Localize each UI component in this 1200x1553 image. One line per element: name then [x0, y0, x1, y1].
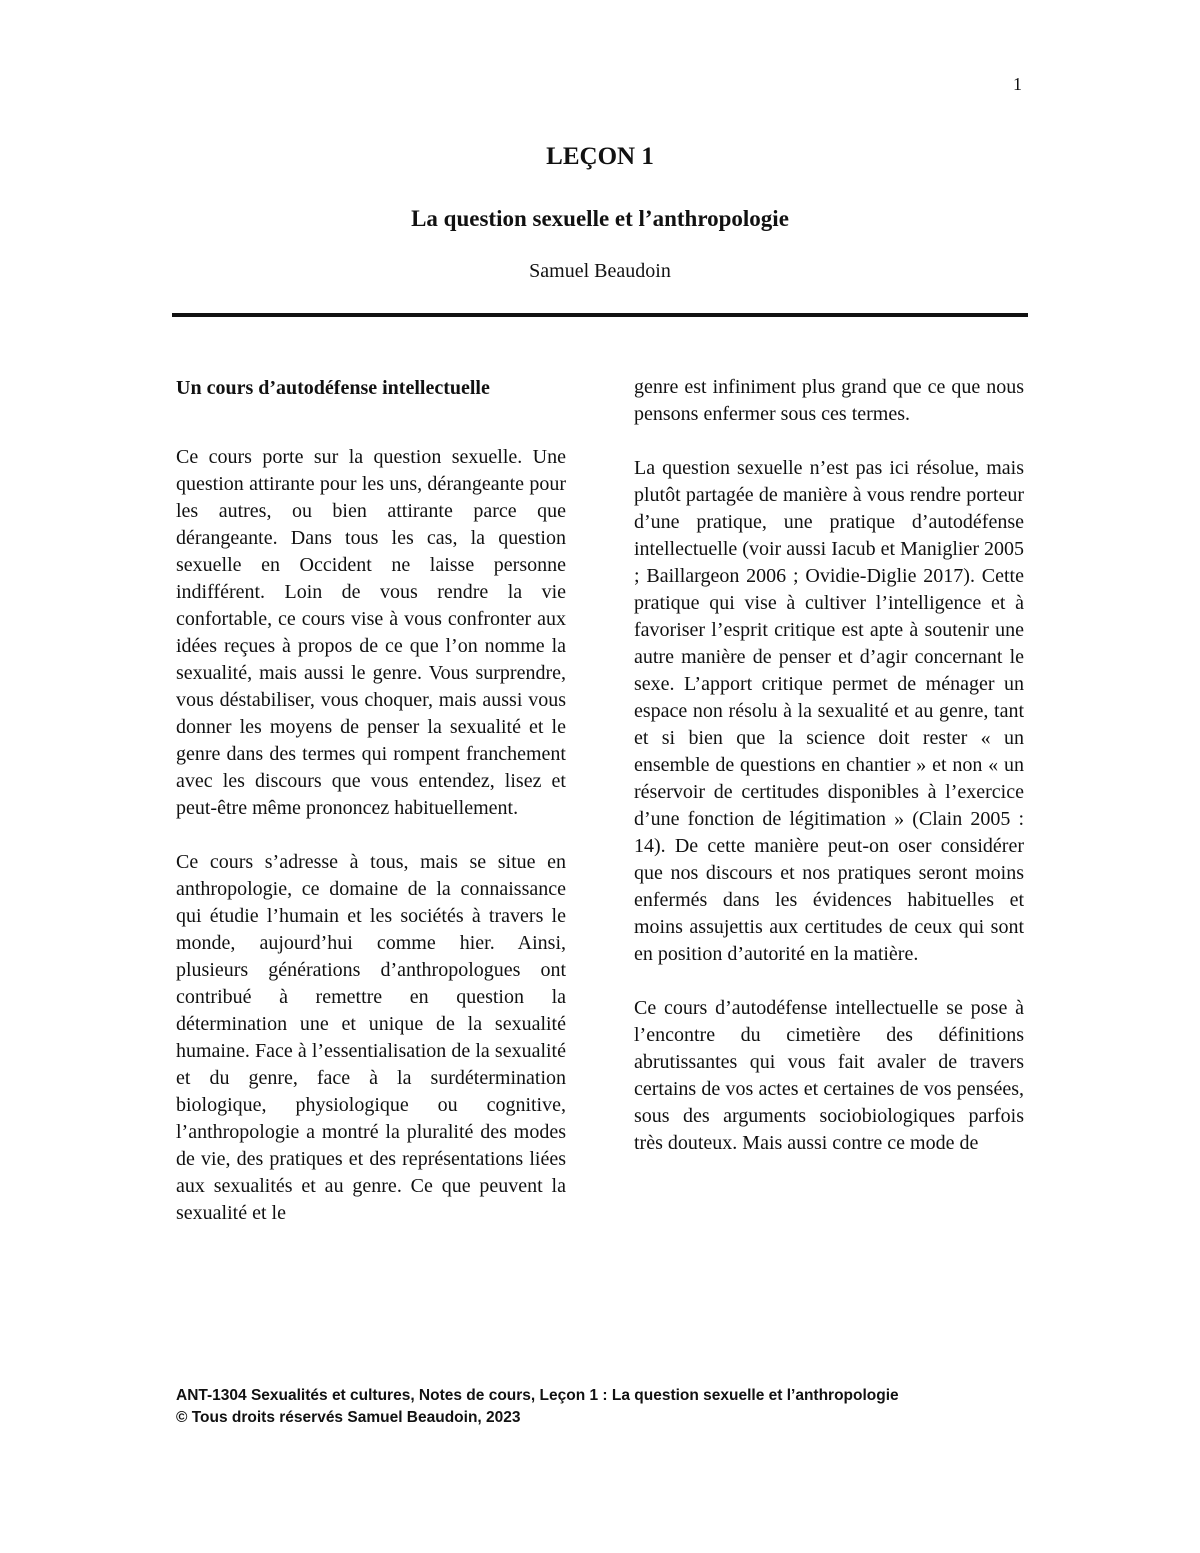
header-divider: [172, 313, 1028, 317]
paragraph: Ce cours d’autodéfense intellectuelle se pose à l’encontre du cimetière des définitions abrutissantes qui vous fait avaler de travers certains de vos actes et certaines de vos pensées, sous des arguments sociobiologiques parfois très douteux. Mais aussi contre ce mode de: [634, 997, 1024, 1154]
page-footer: [176, 1385, 1026, 1429]
author-name: Samuel Beaudoin: [529, 260, 671, 282]
right-column: [634, 374, 1024, 1184]
lesson-title: LEÇON 1: [546, 143, 654, 170]
section-heading: Un cours d’autodéfense intellectuelle: [176, 377, 490, 399]
document-header: [172, 140, 1028, 285]
paragraph: genre est infiniment plus grand que ce que nous pensons enfermer sous ces termes.: [634, 376, 1024, 425]
document-title: La question sexuelle et l’anthropologie: [411, 206, 789, 231]
paragraph: Ce cours s’adresse à tous, mais se situe en anthropologie, ce domaine de la connaissance qui étudie l’humain et les sociétés à travers le monde, aujourd’hui comme hier. Ainsi, plusieurs générations d’anthropologues ont contribué à remettre en question la détermination une et unique de la sexualité humaine. Face à l’essentialisation de la sexualité et du genre, face à la surdétermination biologique, physiologique ou cognitive, l’anthropologie a montré la pluralité des modes de vie, des pratiques et des représentations liées aux sexualités et au genre. Ce que peuvent la sexualité et le: [176, 851, 566, 1224]
page-number: 1: [1013, 74, 1022, 94]
paragraph: Ce cours porte sur la question sexuelle. Une question attirante pour les uns, dérangeante pour les autres, ou bien attirante parce que dérangeante. Dans tous les cas, la question sexuelle en Occident ne laisse personne indifférent. Loin de vous rendre la vie confortable, ce cours vise à vous confronter aux idées reçues à propos de ce que l’on nomme la sexualité, mais aussi le genre. Vous surprendre, vous déstabiliser, vous choquer, mais aussi vous donner les moyens de penser la sexualité et le genre dans des termes qui rompent franchement avec les discours que vous entendez, lisez et peut-être même prononcez habituellement.: [176, 446, 566, 819]
left-column: [176, 375, 566, 1254]
footer-copyright-line: © Tous droits réservés Samuel Beaudoin, 2023: [176, 1409, 521, 1426]
paragraph: La question sexuelle n’est pas ici résolue, mais plutôt partagée de manière à vous rendre porteur d’une pratique, une pratique d’autodéfense intellectuelle (voir aussi Iacub et Maniglier 2005 ; Baillargeon 2006 ; Ovidie-Diglie 2017). Cette pratique qui vise à cultiver l’intelligence et à favoriser l’esprit critique est apte à soutenir une autre manière de penser et d’agir concernant le sexe. L’apport critique permet de ménager un espace non résolu à la sexualité et au genre, tant et si bien que la science doit rester « un ensemble de questions en chantier » et non « un réservoir de certitudes disponibles à l’exercice d’une fonction de légitimation » (Clain 2005 : 14). De cette manière peut-on oser considérer que nos discours et nos pratiques seront moins enfermés dans les évidences habituelles et moins assujettis aux certitudes de ceux qui sont en position d’autorité en la matière.: [634, 457, 1024, 965]
footer-course-line: ANT-1304 Sexualités et cultures, Notes de cours, Leçon 1 : La question sexuelle et l’anthropologie: [176, 1387, 899, 1404]
